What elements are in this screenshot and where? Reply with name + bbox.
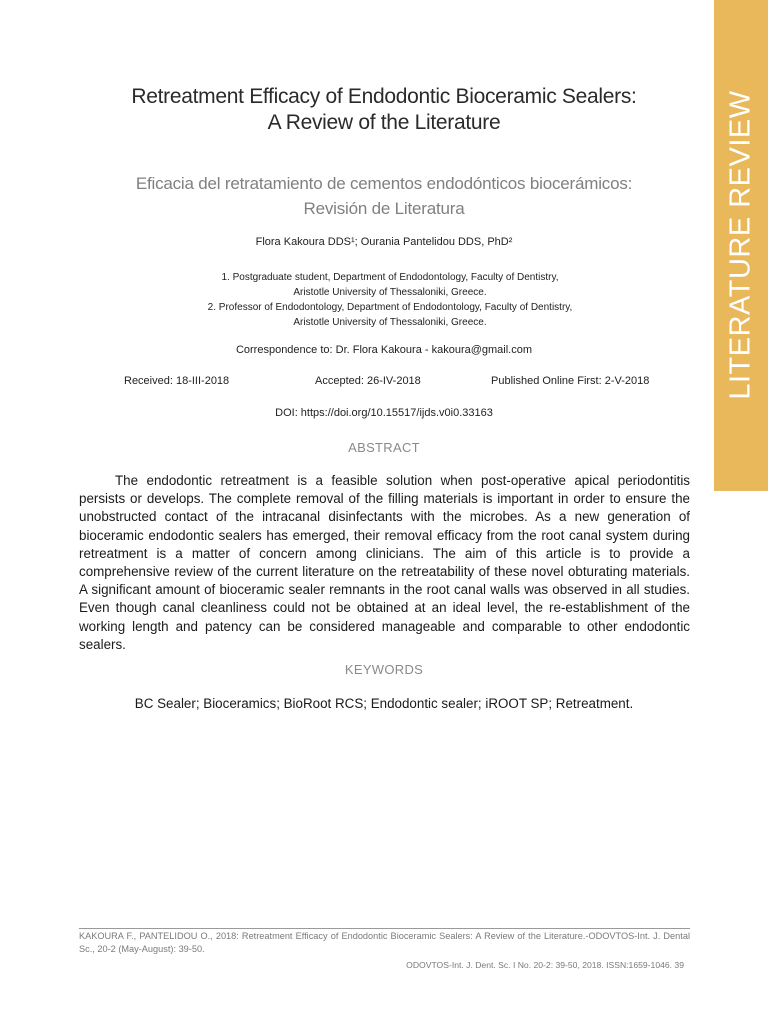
article-title-line-2: A Review of the Literature — [267, 111, 501, 134]
abstract-heading: ABSTRACT — [348, 440, 420, 455]
authors: Flora Kakoura DDS¹; Ourania Pantelidou DDS, PhD² — [255, 236, 513, 248]
abstract-text: The endodontic retreatment is a feasible solution when post-operative apical periodontitis persists or develops. The complete removal of the filling materials is important in order to ensure the unobstructed contact of the intracanal disinfectants with the microbes. As a new generation of bioceramic endodontic sealers has emerged, their removal efficacy from the root canal system during retreatment is a matter of concern among clinicians. The aim of this article is to provide a comprehensive review of the current literature on the retreatability of these novel obturating materials. A significant amount of bioceramic sealer remnants in the root canal walls was observed in all studies. Even though canal cleanliness could not be obtained at an ideal level, the re-establishment of the working length and patency can be considered manageable and comparable to other endodontic sealers. — [79, 473, 690, 652]
keywords-text: BC Sealer; Bioceramics; BioRoot RCS; Endodontic sealer; iROOT SP; Retreatment. — [134, 696, 634, 711]
affiliation-1: 1. Postgraduate student, Department of Endodontology, Faculty of Dentistry, Aristotle University of Thessaloniki, Greece. — [221, 272, 559, 298]
keywords-heading: KEYWORDS — [344, 662, 424, 677]
affiliation-2: 2. Professor of Endodontology, Department of Endodontology, Faculty of Dentistry, Aristotle University of Thessaloniki, Greece. — [207, 302, 573, 328]
published-date: Published Online First: 2-V-2018 — [491, 375, 650, 387]
article-title — [0, 84, 768, 136]
accepted-date: Accepted: 26-IV-2018 — [315, 375, 421, 387]
section-tab-label: LITERATURE REVIEW — [724, 90, 757, 400]
article-subtitle — [0, 171, 768, 221]
correspondence: Correspondence to: Dr. Flora Kakoura - kakoura@gmail.com — [235, 344, 533, 356]
journal-info: ODOVTOS-Int. J. Dent. Sc. I No. 20-2: 39-50, 2018. ISSN:1659-1046. 39 — [406, 960, 684, 970]
citation: KAKOURA F., PANTELIDOU O., 2018: Retreatment Efficacy of Endodontic Bioceramic Sealers: A Review of the Literature.-ODOVTOS-Int. J. Dental Sc., 20-2 (May-August): 39-50. — [79, 931, 690, 954]
footer-divider — [79, 928, 690, 929]
article-title-line-1: Retreatment Efficacy of Endodontic Bioceramic Sealers: — [131, 85, 637, 108]
article-subtitle-line-1: Eficacia del retratamiento de cementos endodónticos biocerámicos: — [135, 174, 633, 193]
doi-link[interactable]: DOI: https://doi.org/10.15517/ijds.v0i0.33163 — [275, 407, 493, 419]
received-date: Received: 18-III-2018 — [124, 375, 230, 387]
article-subtitle-line-2: Revisión de Literatura — [303, 199, 465, 218]
